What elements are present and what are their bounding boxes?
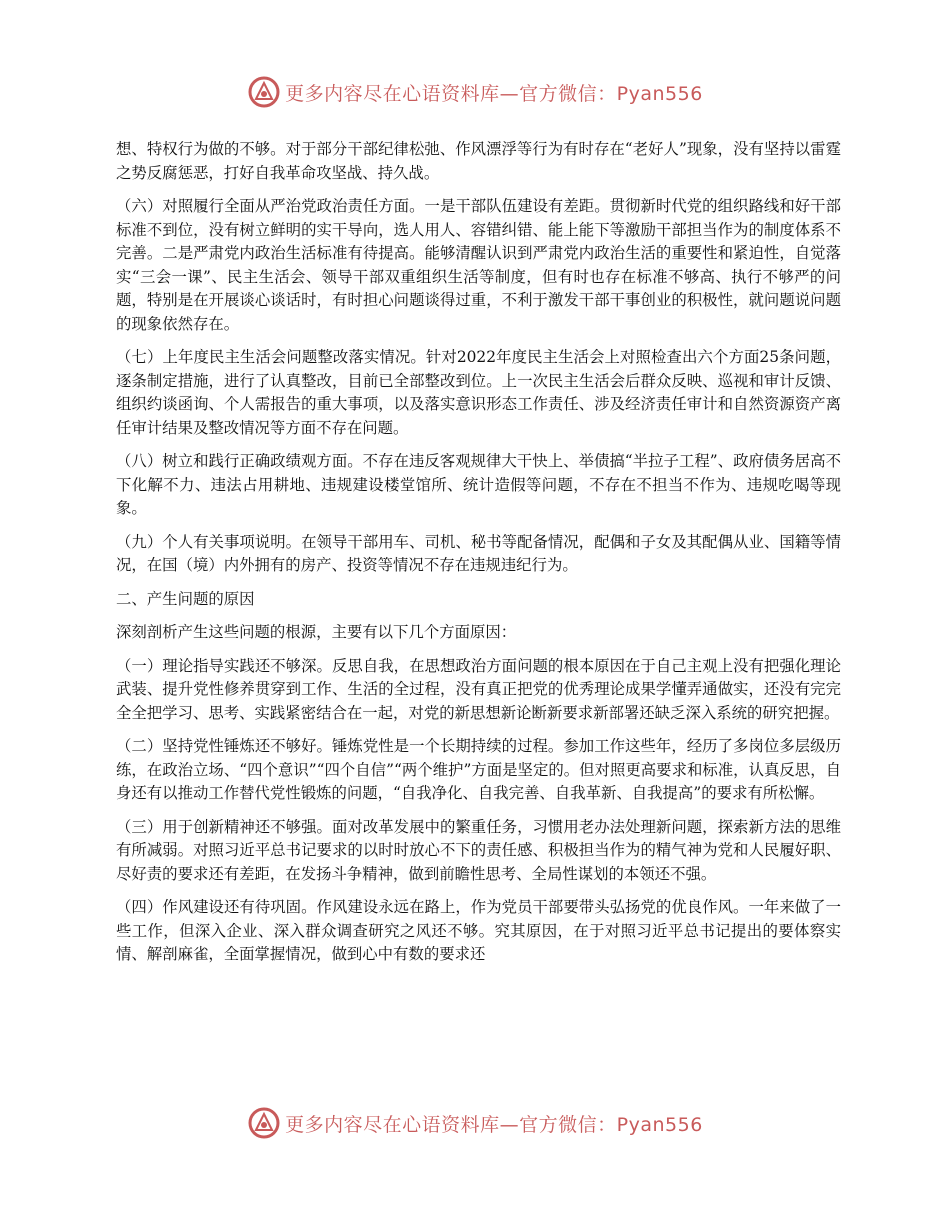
watermark-text: 更多内容尽在心语资料库—官方微信：Pyan556 xyxy=(285,82,703,105)
seal-logo-icon xyxy=(247,75,281,109)
watermark-text: 更多内容尽在心语资料库—官方微信：Pyan556 xyxy=(285,1113,703,1136)
document-body xyxy=(116,138,841,977)
paragraph: （七）上年度民主生活会问题整改落实情况。针对2022年度民主生活会上对照检查出六个方面25条问题，逐条制定措施，进行了认真整改，目前已全部整改到位。上一次民主生活会后群众反映、巡视和审计反馈、组织约谈函询、个人需报告的重大事项，以及落实意识形态工作责任、涉及经济责任审计和自然资源资产离任审计结果及整改情况等方面不存在问题。 xyxy=(116,348,841,437)
paragraph: （六）对照履行全面从严治党政治责任方面。一是干部队伍建设有差距。贯彻新时代党的组织路线和好干部标准不到位，没有树立鲜明的实干导向，选人用人、容错纠错、能上能下等激励干部担当作为的制度体系不完善。二是严肃党内政治生活标准有待提高。能够清醒认识到严肃党内政治生活的重要性和紧迫性，自觉落实“三会一课”、民主生活会、领导干部双重组织生活等制度，但有时也存在标准不够高、执行不够严的问题，特别是在开展谈心谈话时，有时担心问题谈得过重，不利于激发干部干事创业的积极性，就问题说问题的现象依然存在。 xyxy=(116,197,841,333)
paragraph: （三）用于创新精神还不够强。面对改革发展中的繁重任务，习惯用老办法处理新问题，探索新方法的思维有所减弱。对照习近平总书记要求的以时时放心不下的责任感、积极担当作为的精气神为党和人民履好职、尽好责的要求还有差距，在发扬斗争精神，做到前瞻性思考、全局性谋划的本领还不强。 xyxy=(116,817,841,883)
paragraph: 深刻剖析产生这些问题的根源，主要有以下几个方面原因： xyxy=(116,623,517,641)
top-watermark-banner xyxy=(0,72,950,112)
section-heading: 二、产生问题的原因 xyxy=(116,589,255,608)
paragraph: （九）个人有关事项说明。在领导干部用车、司机、秘书等配备情况，配偶和子女及其配偶从业、国籍等情况，在国（境）内外拥有的房产、投资等情况不存在违规违纪行为。 xyxy=(116,532,841,574)
paragraph: （四）作风建设还有待巩固。作风建设永远在路上，作为党员干部要带头弘扬党的优良作风。一年来做了一些工作，但深入企业、深入群众调查研究之风还不够。究其原因，在于对照习近平总书记提出的要体察实情、解剖麻雀，全面掌握情况，做到心中有数的要求还 xyxy=(116,898,841,963)
paragraph: （八）树立和践行正确政绩观方面。不存在违反客观规律大干快上、举债搞“半拉子工程”、政府债务居高不下化解不力、违法占用耕地、违规建设楼堂馆所、统计造假等问题，不存在不担当不作为、违规吃喝等现象。 xyxy=(116,452,841,517)
bottom-watermark-banner xyxy=(0,1103,950,1143)
seal-logo-icon xyxy=(247,1106,281,1140)
paragraph: 想、特权行为做的不够。对于部分干部纪律松弛、作风漂浮等行为有时存在“老好人”现象，没有坚持以雷霆之势反腐惩恶，打好自我革命攻坚战、持久战。 xyxy=(116,140,841,182)
paragraph: （二）坚持党性锤炼还不够好。锤炼党性是一个长期持续的过程。参加工作这些年，经历了多岗位多层级历练，在政治立场、“四个意识”“四个自信”“两个维护”方面是坚定的。但对照更高要求和标准，认真反思，自身还有以推动工作替代党性锻炼的问题，“自我净化、自我完善、自我革新、自我提高”的要求有所松懈。 xyxy=(116,737,841,802)
paragraph: （一）理论指导实践还不够深。反思自我，在思想政治方面问题的根本原因在于自己主观上没有把强化理论武装、提升党性修养贯穿到工作、生活的全过程，没有真正把党的优秀理论成果学懂弄通做实，还没有完完全全把学习、思考、实践紧密结合在一起，对党的新思想新论断新要求新部署还缺乏深入系统的研究把握。 xyxy=(116,656,841,722)
